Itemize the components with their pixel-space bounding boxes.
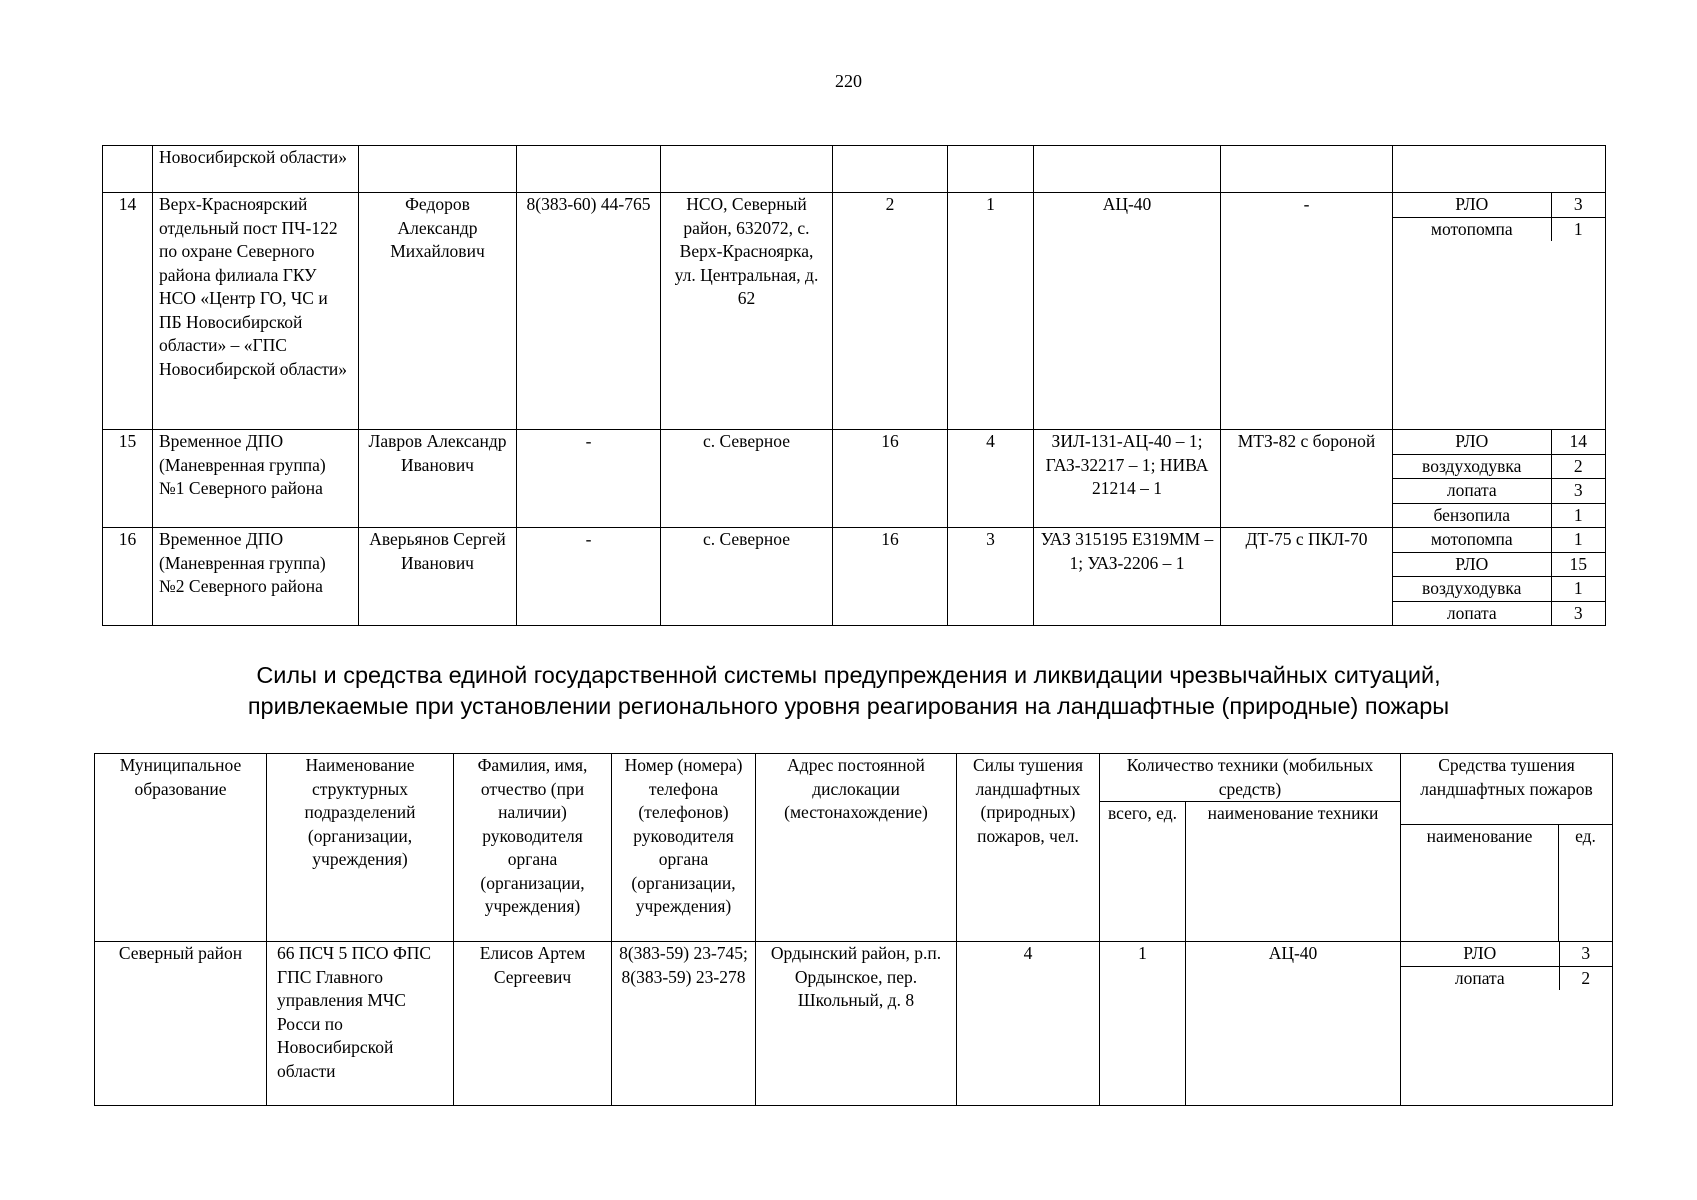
means-row [1393,552,1605,577]
other-equipment: МТЗ-82 с бороной [1221,430,1393,528]
section-title [0,660,1697,722]
address: с. Северное [661,430,833,528]
unit-name: Новосибирской области» [153,146,359,193]
row-number: 16 [103,528,153,626]
col-header-vehicles-name: наименование техники [1186,802,1401,942]
means-name: бензопила [1393,503,1551,527]
phone-line: 8(383-59) 23-745; [619,943,748,963]
head-name: Елисов Артем Сергеевич [454,942,612,1106]
means-row [1393,503,1605,527]
means-name: лопата [1401,966,1559,990]
means-qty: 3 [1559,942,1612,966]
page-number: 220 [835,71,862,91]
means-name: воздуходувка [1393,577,1551,602]
means-qty: 14 [1551,430,1605,454]
vehicles-list: АЦ-40 [1186,942,1401,1106]
col-header-municipality: Муниципальное образование [95,754,267,942]
header-row [95,754,1613,802]
unit-name: Временное ДПО (Маневренная группа) №2 Северного района [153,528,359,626]
means-name: мотопомпа [1393,217,1551,241]
phone: 8(383-60) 44-765 [517,193,661,430]
head-name: Лавров Александр Иванович [359,430,517,528]
means-qty: 2 [1559,966,1612,990]
vehicles-total: 1 [948,193,1034,430]
vehicles-list: УАЗ 315195 Е319ММ – 1; УАЗ-2206 – 1 [1034,528,1221,626]
table-row [103,146,1606,193]
col-header-forces: Силы тушения ландшафтных (природных) пожаров, чел. [957,754,1100,942]
means-qty: 1 [1551,503,1605,527]
means-name: РЛО [1463,943,1497,963]
means-row [1393,601,1605,625]
address: НСО, Северный район, 632072, с. Верх-Красноярка, ул. Центральная, д. 62 [661,193,833,430]
vehicles-total: 4 [948,430,1034,528]
means-row [1393,479,1605,504]
means-row [1401,942,1612,966]
means-qty: 3 [1551,479,1605,504]
phone-line: 8(383-59) 23-278 [621,966,746,987]
table-row [103,430,1606,528]
col-header-address: Адрес постоянной дислокации (местонахождение) [756,754,957,942]
vehicles-list: ЗИЛ-131-АЦ-40 – 1; ГАЗ-32217 – 1; НИВА 21214 – 1 [1034,430,1221,528]
forces-count: 16 [833,528,948,626]
means-row [1393,430,1605,454]
means-name: РЛО [1455,431,1489,451]
section-title-line: привлекаемые при установлении регионального уровня реагирования на ландшафтные (природные) пожары [247,693,1450,719]
means-qty: 3 [1551,601,1605,625]
row-number: 14 [103,193,153,430]
unit-name: Верх-Красноярский отдельный пост ПЧ-122 по охране Северного района филиала ГКУ НСО «Центр ГО, ЧС и ПБ Новосибирской области» – «ГПС Новосибирской области» [153,193,359,430]
head-name: Федоров Александр Михайлович [359,193,517,430]
top-table [102,145,1606,626]
means-row [1401,966,1612,990]
vehicles-list: АЦ-40 [1034,193,1221,430]
col-header-units: Наименование структурных подразделений (организации, учреждения) [267,754,454,942]
col-header-means-name: наименование [1401,825,1559,942]
means-row [1393,454,1605,479]
row-number: 15 [103,430,153,528]
section-title-line: Силы и средства единой государственной системы предупреждения и ликвидации чрезвычайных ситуаций, [256,662,1441,688]
table-row [103,193,1606,430]
col-header-means-qty: ед. [1559,825,1613,942]
municipality: Северный район [95,942,267,1106]
means-name: воздуходувка [1393,454,1551,479]
phone [612,942,756,1106]
means-name: лопата [1393,479,1551,504]
col-header-vehicles-group: Количество техники (мобильных средств) [1100,754,1401,802]
forces-count: 4 [957,942,1100,1106]
means-name: лопата [1393,601,1551,625]
means-row [1393,528,1605,552]
means-qty: 1 [1551,217,1605,241]
vehicles-total: 3 [948,528,1034,626]
means-row [1393,577,1605,602]
means-qty: 1 [1551,528,1605,552]
head-name: Аверьянов Сергей Иванович [359,528,517,626]
means-name: мотопомпа [1430,529,1513,549]
table-row [95,942,1613,1106]
means-qty: 15 [1551,552,1605,577]
forces-count: 2 [833,193,948,430]
col-header-phone: Номер (номера) телефона (телефонов) руководителя органа (организации, учреждения) [612,754,756,942]
phone: - [517,528,661,626]
table-row [103,528,1606,626]
means-cell [1401,942,1613,1106]
phone: - [517,430,661,528]
col-header-head: Фамилия, имя, отчество (при наличии) руководителя органа (организации, учреждения) [454,754,612,942]
means-qty: 2 [1551,454,1605,479]
col-header-vehicles-total: всего, ед. [1100,802,1186,942]
means-row [1393,217,1605,241]
means-name: РЛО [1393,552,1551,577]
unit-name: Временное ДПО (Маневренная группа) №1 Северного района [153,430,359,528]
means-qty: 3 [1551,193,1605,217]
means-cell [1393,193,1606,430]
vehicles-total: 1 [1100,942,1186,1106]
bottom-table [94,753,1613,1106]
address: Ордынский район, р.п. Ордынское, пер. Школьный, д. 8 [756,942,957,1106]
means-cell [1393,528,1606,626]
address: с. Северное [661,528,833,626]
unit-name: 66 ПСЧ 5 ПСО ФПС ГПС Главного управления МЧС Росси по Новосибирской области [267,942,454,1106]
means-row [1393,193,1605,217]
other-equipment: ДТ-75 с ПКЛ-70 [1221,528,1393,626]
means-cell [1393,430,1606,528]
means-name: РЛО [1455,194,1489,214]
other-equipment: - [1221,193,1393,430]
forces-count: 16 [833,430,948,528]
means-qty: 1 [1551,577,1605,602]
col-header-means-group: Средства тушения ландшафтных пожаров [1401,754,1613,825]
